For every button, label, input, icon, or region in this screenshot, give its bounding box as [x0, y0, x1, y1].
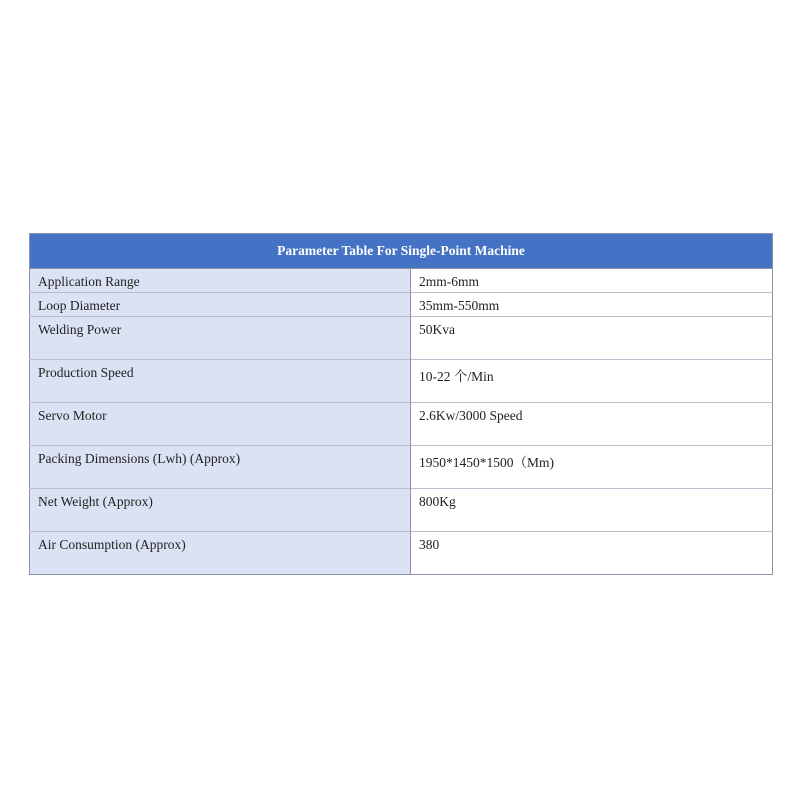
table-row — [30, 532, 773, 575]
parameter-name: Air Consumption (Approx) — [30, 532, 411, 575]
parameter-name: Loop Diameter — [30, 293, 411, 317]
table-row — [30, 446, 773, 489]
parameter-name: Net Weight (Approx) — [30, 489, 411, 532]
parameter-name: Packing Dimensions (Lwh) (Approx) — [30, 446, 411, 489]
parameter-value: 380 — [411, 532, 773, 575]
table-row — [30, 317, 773, 360]
parameter-value: 10-22 个/Min — [411, 360, 773, 403]
parameter-name: Application Range — [30, 269, 411, 293]
table-row — [30, 489, 773, 532]
parameter-value: 1950*1450*1500（Mm) — [411, 446, 773, 489]
table-row — [30, 293, 773, 317]
table-header-row — [30, 234, 773, 269]
parameter-name: Welding Power — [30, 317, 411, 360]
parameter-name: Production Speed — [30, 360, 411, 403]
table-row — [30, 269, 773, 293]
parameter-value: 2.6Kw/3000 Speed — [411, 403, 773, 446]
parameter-name: Servo Motor — [30, 403, 411, 446]
table-row — [30, 360, 773, 403]
parameter-value: 2mm-6mm — [411, 269, 773, 293]
parameter-table — [29, 233, 773, 575]
table-title: Parameter Table For Single-Point Machine — [30, 234, 773, 269]
parameter-value: 35mm-550mm — [411, 293, 773, 317]
parameter-value: 50Kva — [411, 317, 773, 360]
table-row — [30, 403, 773, 446]
parameter-value: 800Kg — [411, 489, 773, 532]
